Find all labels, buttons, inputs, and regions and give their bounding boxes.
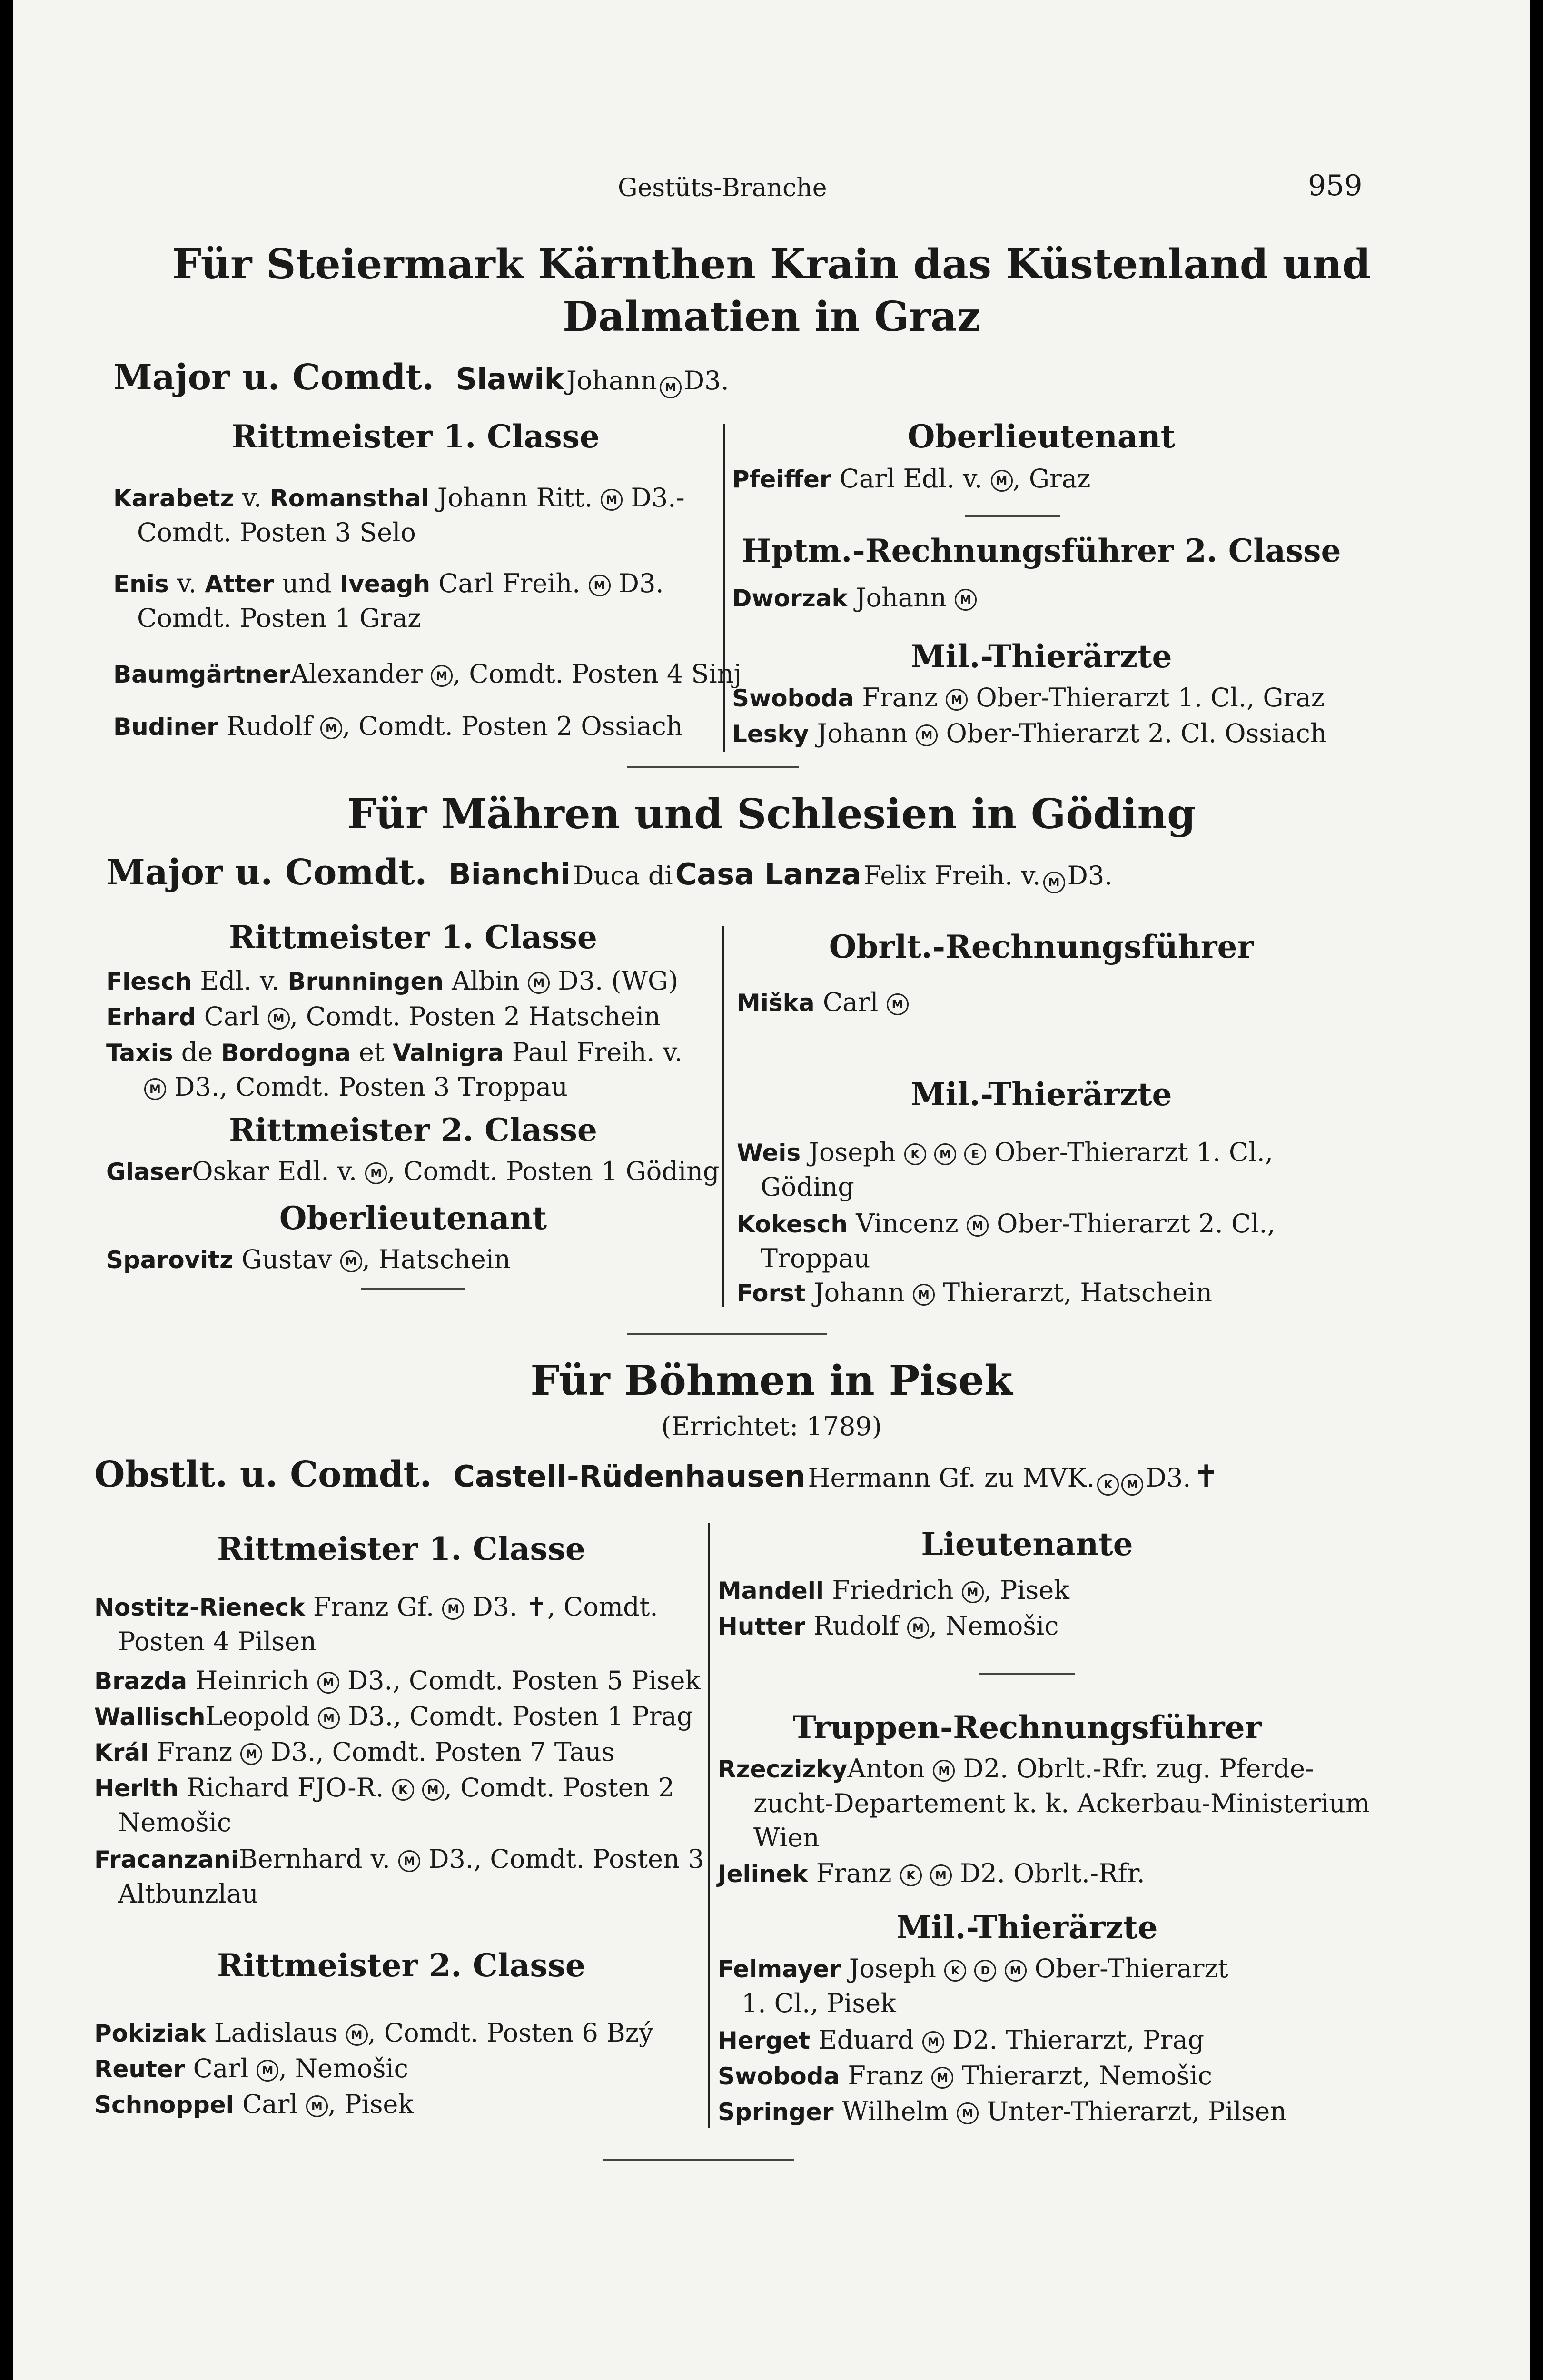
officer-name: Sparovitz bbox=[106, 1246, 234, 1274]
k-badge-icon: K bbox=[1097, 1474, 1119, 1496]
officer-name: Atter bbox=[205, 570, 274, 598]
officer-name: Erhard bbox=[106, 1003, 196, 1031]
m-badge-icon: M bbox=[306, 2095, 328, 2117]
list-item bbox=[732, 716, 1326, 751]
officer-name: Miška bbox=[737, 989, 815, 1017]
officer-name: Fracanzani bbox=[94, 1846, 239, 1874]
m-badge-icon: M bbox=[660, 377, 682, 398]
officer-detail: Alexander bbox=[290, 659, 423, 689]
list-item bbox=[718, 1856, 1145, 1891]
officer-detail: D3. bbox=[472, 1592, 518, 1622]
officer-detail: Edl. v. bbox=[200, 966, 280, 996]
officer-detail: Gustav bbox=[241, 1244, 332, 1274]
page-number: 959 bbox=[1308, 169, 1363, 202]
officer-name: Weis bbox=[737, 1139, 801, 1167]
officer-name: Baumgärtner bbox=[113, 661, 290, 688]
section-divider bbox=[627, 1333, 827, 1335]
m-badge-icon: M bbox=[967, 1215, 989, 1237]
officer-detail: , Comdt. Posten 4 Sinj bbox=[452, 659, 742, 689]
m-badge-icon: M bbox=[257, 2060, 278, 2082]
rank-heading: Mil.-Thierärzte bbox=[910, 638, 1172, 675]
officer-detail: , Graz bbox=[1012, 464, 1091, 494]
officer-name: Brazda bbox=[94, 1667, 188, 1695]
m-badge-icon: M bbox=[431, 665, 453, 687]
m-badge-icon: M bbox=[922, 2031, 944, 2053]
m-badge-icon: M bbox=[1121, 1474, 1143, 1496]
list-item bbox=[94, 1735, 614, 1770]
officer-detail: Franz bbox=[816, 1858, 892, 1888]
section-title: Für Böhmen in Pisek bbox=[530, 1357, 1013, 1405]
officer-detail: Thierarzt, Nemošic bbox=[961, 2061, 1212, 2091]
officer-detail: Carl bbox=[204, 1002, 260, 1031]
officer-detail: Anton bbox=[847, 1754, 925, 1784]
officer-name: Felmayer bbox=[718, 1955, 841, 1983]
officer-name: Romansthal bbox=[270, 485, 429, 512]
list-item bbox=[106, 1000, 661, 1034]
column-divider bbox=[708, 1523, 710, 2128]
officer-detail: , Nemošic bbox=[929, 1611, 1059, 1641]
list-item bbox=[94, 1771, 708, 1840]
officer-name: Herlth bbox=[94, 1775, 179, 1802]
officer-detail: Bernhard v. bbox=[238, 1844, 390, 1874]
officer-detail: Ladislaus bbox=[214, 2018, 338, 2048]
m-badge-icon: M bbox=[268, 1008, 290, 1030]
m-badge-icon: M bbox=[240, 1743, 262, 1765]
officer-detail: Leopold bbox=[205, 1701, 310, 1731]
officer-detail: D3., Comdt. Posten 5 Pisek bbox=[347, 1666, 701, 1696]
list-item bbox=[737, 1276, 1212, 1310]
officer-name: Rzeczizky bbox=[718, 1755, 848, 1783]
rank-heading: Truppen-Rechnungsführer bbox=[792, 1709, 1262, 1746]
m-badge-icon: M bbox=[934, 1143, 956, 1165]
m-badge-icon: M bbox=[365, 1162, 387, 1184]
k-badge-icon: K bbox=[392, 1779, 414, 1801]
m-badge-icon: M bbox=[962, 1581, 984, 1603]
officer-detail: , Hatschein bbox=[362, 1244, 511, 1274]
officer-detail: Franz bbox=[157, 1737, 233, 1767]
m-badge-icon: M bbox=[887, 993, 909, 1015]
list-item bbox=[718, 1609, 1058, 1644]
e-badge-icon: E bbox=[964, 1143, 986, 1165]
officer-name: Enis bbox=[113, 570, 169, 598]
running-head: Gestüts-Branche bbox=[618, 174, 827, 202]
officer-detail: Ober-Thierarzt bbox=[1034, 1954, 1228, 1983]
officer-name: Reuter bbox=[94, 2055, 185, 2083]
officer-post: Altbunzlau bbox=[118, 1879, 258, 1909]
officer-name: Wallisch bbox=[94, 1703, 206, 1731]
list-item bbox=[113, 709, 718, 744]
m-badge-icon: M bbox=[442, 1598, 464, 1620]
major-rank: Major u. Comdt. bbox=[106, 852, 427, 893]
officer-detail: D2. Obrlt.-Rfr. zug. Pferde- bbox=[963, 1754, 1314, 1784]
officer-detail: , Comdt. bbox=[547, 1592, 658, 1622]
major-name: Castell-Rüdenhausen bbox=[453, 1459, 806, 1494]
officer-detail: et bbox=[359, 1037, 385, 1067]
section-divider bbox=[627, 766, 799, 768]
officer-name: Budiner bbox=[113, 713, 218, 741]
officer-post: Comdt. Posten 3 Selo bbox=[137, 517, 416, 547]
officer-detail: Carl Edl. v. bbox=[839, 464, 983, 494]
officer-detail: , Nemošic bbox=[278, 2053, 408, 2083]
officer-post: Wien bbox=[753, 1823, 820, 1853]
officer-name: Bordogna bbox=[221, 1039, 351, 1067]
officer-detail: Rudolf bbox=[813, 1611, 899, 1641]
officer-detail: Carl bbox=[242, 2089, 298, 2119]
rank-heading: Rittmeister 2. Classe bbox=[229, 1111, 597, 1149]
rank-heading: Mil.-Thierärzte bbox=[910, 1076, 1172, 1113]
officer-post: Nemošic bbox=[118, 1807, 232, 1837]
m-badge-icon: M bbox=[1005, 1960, 1027, 1982]
m-badge-icon: M bbox=[340, 1250, 362, 1272]
officer-detail: Oskar Edl. v. bbox=[192, 1156, 357, 1186]
officer-detail: Ober-Thierarzt 2. Cl., bbox=[997, 1209, 1276, 1239]
list-item bbox=[737, 985, 909, 1020]
m-badge-icon: M bbox=[398, 1850, 420, 1872]
list-item bbox=[718, 2094, 1286, 2129]
section-subtitle: (Errichtet: 1789) bbox=[661, 1411, 882, 1441]
list-item bbox=[718, 2023, 1204, 2058]
officer-detail: , Comdt. Posten 2 bbox=[444, 1773, 674, 1803]
divider bbox=[965, 515, 1060, 517]
officer-name: Mandell bbox=[718, 1577, 824, 1605]
officer-detail: Carl Freih. bbox=[438, 568, 581, 598]
officer-name: Kokesch bbox=[737, 1210, 848, 1238]
officer-detail: Heinrich bbox=[195, 1666, 309, 1696]
m-badge-icon: M bbox=[422, 1779, 444, 1801]
m-badge-icon: M bbox=[318, 1707, 340, 1729]
officer-name: Swoboda bbox=[718, 2063, 840, 2090]
rank-heading: Rittmeister 1. Classe bbox=[231, 418, 600, 455]
officer-name: Swoboda bbox=[732, 684, 854, 712]
list-item bbox=[113, 657, 742, 692]
officer-detail: Albin bbox=[452, 966, 520, 996]
officer-detail: Rudolf bbox=[226, 711, 312, 741]
list-item bbox=[718, 2059, 1212, 2093]
k-badge-icon: K bbox=[904, 1143, 926, 1165]
section-title: Für Mähren und Schlesien in Göding bbox=[347, 790, 1196, 838]
rank-heading: Mil.-Thierärzte bbox=[896, 1909, 1158, 1946]
officer-name: Iveagh bbox=[339, 570, 431, 598]
officer-name: Schnoppel bbox=[94, 2091, 234, 2119]
rank-heading: Hptm.-Rechnungsführer 2. Classe bbox=[742, 532, 1341, 569]
rank-heading: Oberlieutenant bbox=[907, 418, 1176, 455]
officer-name: Pokiziak bbox=[94, 2020, 206, 2047]
officer-name: Valnigra bbox=[392, 1039, 504, 1067]
major-name: Slawik bbox=[455, 362, 564, 397]
officer-detail: D3. (WG) bbox=[558, 966, 679, 996]
list-item bbox=[732, 681, 1325, 715]
major-given-name: Johann bbox=[566, 366, 657, 396]
list-item bbox=[94, 2087, 414, 2122]
major-rank: Obstlt. u. Comdt. bbox=[94, 1454, 432, 1495]
officer-post: Göding bbox=[761, 1172, 854, 1202]
officer-detail: , Comdt. Posten 2 Hatschein bbox=[289, 1002, 661, 1031]
rank-heading: Rittmeister 1. Classe bbox=[217, 1530, 585, 1567]
m-badge-icon: M bbox=[913, 1284, 935, 1306]
officer-name: Forst bbox=[737, 1279, 806, 1307]
major-line bbox=[106, 852, 1112, 893]
m-badge-icon: M bbox=[946, 689, 968, 711]
officer-post: zucht-Departement k. k. Ackerbau-Ministerium bbox=[753, 1788, 1370, 1818]
k-badge-icon: K bbox=[900, 1864, 922, 1886]
officer-detail: , Comdt. Posten 6 Bzý bbox=[367, 2018, 653, 2048]
section-divider bbox=[603, 2159, 794, 2161]
officer-name: Glaser bbox=[106, 1158, 192, 1186]
m-badge-icon: M bbox=[930, 1864, 952, 1886]
officer-detail: Ober-Thierarzt 1. Cl., Graz bbox=[976, 683, 1325, 713]
officer-detail: Eduard bbox=[818, 2025, 914, 2055]
officer-detail: Johann bbox=[855, 583, 947, 613]
m-badge-icon: M bbox=[991, 470, 1013, 492]
officer-detail: D2. Thierarzt, Prag bbox=[952, 2025, 1205, 2055]
major-line bbox=[94, 1454, 1219, 1496]
officer-detail: Franz bbox=[862, 683, 938, 713]
officer-name: Herget bbox=[718, 2027, 811, 2054]
officer-detail: D3., Comdt. Posten 1 Prag bbox=[348, 1701, 693, 1731]
major-line bbox=[113, 357, 729, 398]
m-badge-icon: M bbox=[144, 1078, 166, 1100]
cross-icon: ✝ bbox=[1193, 1459, 1219, 1494]
officer-detail: D3., Comdt. Posten 7 Taus bbox=[270, 1737, 615, 1767]
major-rank: Major u. Comdt. bbox=[113, 357, 435, 398]
officer-detail: Ober-Thierarzt 1. Cl., bbox=[994, 1137, 1273, 1167]
list-item bbox=[718, 1952, 1394, 2021]
officer-detail: Johann bbox=[817, 718, 908, 748]
rank-heading: Rittmeister 2. Classe bbox=[217, 1947, 585, 1984]
officer-detail: , Comdt. Posten 1 Göding bbox=[387, 1156, 720, 1186]
list-item bbox=[106, 964, 678, 999]
officer-detail: Carl bbox=[822, 987, 879, 1017]
list-item bbox=[718, 1752, 1394, 1855]
rank-heading: Rittmeister 1. Classe bbox=[229, 919, 597, 956]
list-item bbox=[732, 581, 977, 615]
m-badge-icon: M bbox=[589, 575, 611, 596]
officer-post: Posten 4 Pilsen bbox=[118, 1626, 317, 1656]
officer-name: Pfeiffer bbox=[732, 466, 831, 493]
officer-detail: v. bbox=[242, 483, 262, 513]
section-title: Dalmatien in Graz bbox=[563, 293, 980, 341]
rank-heading: Oberlieutenant bbox=[279, 1200, 547, 1237]
officer-post: 1. Cl., Pisek bbox=[742, 1988, 896, 2018]
officer-detail: D3., Comdt. Posten 3 bbox=[428, 1844, 704, 1874]
officer-detail: de bbox=[181, 1037, 213, 1067]
officer-name: Karabetz bbox=[113, 485, 234, 512]
cross-icon: ✝ bbox=[525, 1592, 547, 1622]
list-item bbox=[113, 566, 718, 635]
officer-detail: Johann bbox=[813, 1278, 905, 1308]
officer-detail: Ober-Thierarzt 2. Cl. Ossiach bbox=[946, 718, 1327, 748]
major-tail: D3. bbox=[683, 366, 729, 396]
m-badge-icon: M bbox=[907, 1617, 929, 1639]
officer-detail: Johann Ritt. bbox=[437, 483, 593, 513]
officer-name: Nostitz-Rieneck bbox=[94, 1594, 305, 1621]
column-divider bbox=[722, 926, 724, 1307]
list-item bbox=[94, 2016, 653, 2051]
m-badge-icon: M bbox=[320, 717, 342, 739]
d-badge-icon: D bbox=[974, 1960, 996, 1982]
list-item bbox=[718, 1573, 1069, 1608]
officer-detail: Unter-Thierarzt, Pilsen bbox=[987, 2096, 1287, 2126]
section-title: Für Steiermark Kärnthen Krain das Küstenland und bbox=[172, 240, 1371, 288]
officer-post: Comdt. Posten 1 Graz bbox=[137, 603, 421, 633]
column-divider bbox=[723, 424, 725, 752]
k-badge-icon: K bbox=[944, 1960, 966, 1982]
officer-detail: D3. bbox=[618, 568, 664, 598]
divider bbox=[361, 1288, 465, 1290]
major-tail: D3. bbox=[1067, 861, 1113, 891]
list-item bbox=[94, 1590, 708, 1659]
officer-detail: Carl bbox=[193, 2053, 249, 2083]
list-item bbox=[94, 1664, 701, 1698]
officer-post: D3., Comdt. Posten 3 Troppau bbox=[174, 1072, 568, 1102]
list-item bbox=[106, 1242, 511, 1277]
m-badge-icon: M bbox=[346, 2024, 368, 2046]
m-badge-icon: M bbox=[957, 2102, 979, 2124]
officer-detail: , Pisek bbox=[983, 1575, 1069, 1605]
m-badge-icon: M bbox=[1043, 872, 1065, 893]
major-detail: Hermann Gf. zu MVK. bbox=[808, 1463, 1095, 1493]
major-detail: Duca di bbox=[573, 861, 673, 891]
officer-detail: Franz bbox=[848, 2061, 924, 2091]
officer-detail: Wilhelm bbox=[841, 2096, 949, 2126]
divider bbox=[979, 1673, 1075, 1675]
officer-name: Flesch bbox=[106, 968, 192, 995]
officer-detail: Richard FJO-R. bbox=[187, 1773, 384, 1803]
officer-detail: Thierarzt, Hatschein bbox=[943, 1278, 1213, 1308]
officer-detail: v. bbox=[177, 568, 197, 598]
m-badge-icon: M bbox=[955, 589, 977, 611]
officer-detail: Franz Gf. bbox=[313, 1592, 435, 1622]
officer-detail: Joseph bbox=[809, 1137, 896, 1167]
list-item bbox=[94, 2052, 408, 2086]
officer-name: Taxis bbox=[106, 1039, 173, 1067]
officer-name: Jelinek bbox=[718, 1860, 808, 1888]
list-item bbox=[106, 1035, 720, 1104]
rank-heading: Lieutenante bbox=[921, 1526, 1133, 1563]
page bbox=[13, 0, 1530, 2380]
officer-detail: Vincenz bbox=[856, 1209, 959, 1239]
list-item bbox=[732, 462, 1090, 496]
major-detail: Felix Freih. v. bbox=[863, 861, 1041, 891]
officer-detail: D3.- bbox=[631, 483, 685, 513]
m-badge-icon: M bbox=[931, 2067, 953, 2089]
m-badge-icon: M bbox=[933, 1760, 955, 1782]
m-badge-icon: M bbox=[601, 489, 623, 511]
list-item bbox=[106, 1154, 719, 1189]
officer-detail: , Comdt. Posten 2 Ossiach bbox=[342, 711, 683, 741]
rank-heading: Obrlt.-Rechnungsführer bbox=[829, 928, 1254, 965]
major-name: Casa Lanza bbox=[675, 857, 861, 892]
list-item bbox=[113, 481, 718, 550]
m-badge-icon: M bbox=[528, 972, 550, 994]
officer-name: Hutter bbox=[718, 1613, 805, 1640]
officer-name: Lesky bbox=[732, 720, 809, 748]
officer-detail: Friedrich bbox=[832, 1575, 954, 1605]
list-item bbox=[737, 1207, 1370, 1276]
officer-detail: D2. Obrlt.-Rfr. bbox=[959, 1858, 1145, 1888]
major-tail: D3. bbox=[1146, 1463, 1191, 1493]
officer-name: Springer bbox=[718, 2098, 834, 2126]
officer-name: Král bbox=[94, 1739, 149, 1766]
officer-post: Troppau bbox=[761, 1243, 870, 1273]
officer-detail: Paul Freih. v. bbox=[512, 1037, 682, 1067]
officer-name: Dworzak bbox=[732, 585, 848, 612]
officer-detail: Joseph bbox=[849, 1954, 937, 1983]
list-item bbox=[94, 1842, 708, 1911]
officer-detail: und bbox=[282, 568, 332, 598]
officer-name: Brunningen bbox=[287, 968, 444, 995]
m-badge-icon: M bbox=[916, 724, 938, 746]
list-item bbox=[94, 1699, 693, 1734]
major-name: Bianchi bbox=[448, 857, 571, 892]
officer-detail: , Pisek bbox=[327, 2089, 414, 2119]
list-item bbox=[737, 1135, 1370, 1204]
m-badge-icon: M bbox=[317, 1672, 339, 1694]
